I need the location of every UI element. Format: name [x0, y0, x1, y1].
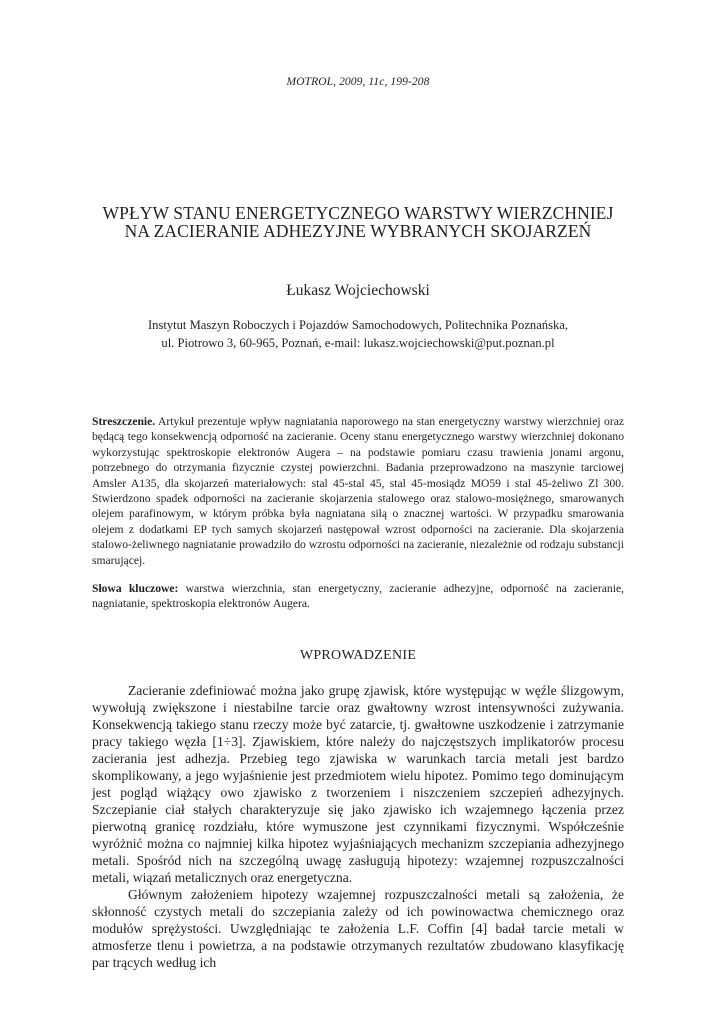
journal-reference: MOTROL, 2009, 11c, 199-208: [286, 76, 430, 88]
abstract: [92, 414, 624, 568]
keywords-text: warstwa wierzchnia, stan energetyczny, zacieranie adhezyjne, odporność na zacieranie, nagniatanie, spektroskopia elektronów Augera.: [92, 582, 624, 611]
affiliation: [80, 316, 636, 352]
keywords: [92, 581, 624, 612]
paper-title: [60, 204, 656, 240]
affiliation-line-2: ul. Piotrowo 3, 60-965, Poznań, e-mail: lukasz.wojciechowski@put.poznan.pl: [161, 336, 555, 350]
abstract-text: Artykuł prezentuje wpływ nagniatania naporowego na stan energetyczny warstwy wierzchniej oraz będącą tego konsekwencją odporność na zacieranie. Oceny stanu energetycznego warstwy wierzchniej dokonano wykorzystując spektroskopie elektronów Augera – na podstawie pomiaru czasu trawienia jonami argonu, potrzebnego do otrzymania fizycznie czystej powierzchni. Badania przeprowadzono na maszynie tarciowej Amsler A135, dla skojarzeń materiałowych: stal 45-stal 45, stal 45-mosiądz MO59 i stal 45-żeliwo Zl 300. Stwierdzono spadek odporności na zacieranie skojarzenia stalowego oraz stalowo-mosiężnego, smarowanych olejem parafinowym, w którym próbka była nagniatana siłą o znacznej wartości. W przypadku smarowania olejem z dodatkami EP tych samych skojarzeń następował wzrost odporności na zacieranie. Dla skojarzenia stalowo-żeliwnego nagniatanie prowadziło do wzrostu odporności na zacieranie, niezależnie od rodzaju substancji smarującej.: [92, 415, 624, 567]
paragraph: Zacieranie zdefiniować można jako grupę zjawisk, które występując w węźle ślizgowym, wywołują zwiększone i niestabilne tarcie oraz gwałtowny wzrost intensywności zużywania. Konsekwencją takiego stanu rzeczy może być zatarcie, tj. gwałtowne uszkodzenie i zatrzymanie pracy takiego węzła [1÷3]. Zjawiskiem, które należy do najczęstszych implikatorów procesu zacierania jest adhezja. Przebieg tego zjawiska w warunkach tarcia metali jest bardzo skomplikowany, a jego wyjaśnienie jest przedmiotem wielu hipotez. Pomimo tego dominującym jest pogląd wiążący owo zjawisko z tworzeniem i niszczeniem szczepień adhezyjnych. Szczepianie ciał stałych charakteryzuje się jako zjawisko ich wzajemnego łączenia przez pierwotną granicę rozdziału, które wymuszone jest czynnikami fizycznymi. Współcześnie wyróżnić można co najmniej kilka hipotez wyjaśniających mechanizm szczepiania adhezyjnego metali. Spośród nich na szczególną uwagę zasługują hipotezy: wzajemnej rozpuszczalności metali, wiązań metalicznych oraz energetyczna.: [92, 683, 624, 885]
body-text: [92, 682, 624, 971]
section-heading: WPROWADZENIE: [299, 648, 417, 663]
author-name: Łukasz Wojciechowski: [286, 282, 430, 299]
abstract-label: Streszczenie.: [92, 415, 156, 428]
title-line-1: WPŁYW STANU ENERGETYCZNEGO WARSTWY WIERZCHNIEJ: [102, 203, 614, 223]
title-line-2: NA ZACIERANIE ADHEZYJNE WYBRANYCH SKOJARZEŃ: [124, 221, 592, 241]
paragraph: Głównym założeniem hipotezy wzajemnej rozpuszczalności metali są założenia, że skłonność czystych metali do szczepiania zależy od ich powinowactwa chemicznego oraz modułów sprężystości. Uwzględniając te założenia L.F. Coffin [4] badał tarcie metali w atmosferze tlenu i powietrza, a na podstawie otrzymanych rezultatów zbudowano klasyfikację par trących według ich: [92, 887, 624, 970]
affiliation-line-1: Instytut Maszyn Roboczych i Pojazdów Samochodowych, Politechnika Poznańska,: [147, 318, 569, 332]
keywords-label: Słowa kluczowe:: [92, 582, 179, 595]
